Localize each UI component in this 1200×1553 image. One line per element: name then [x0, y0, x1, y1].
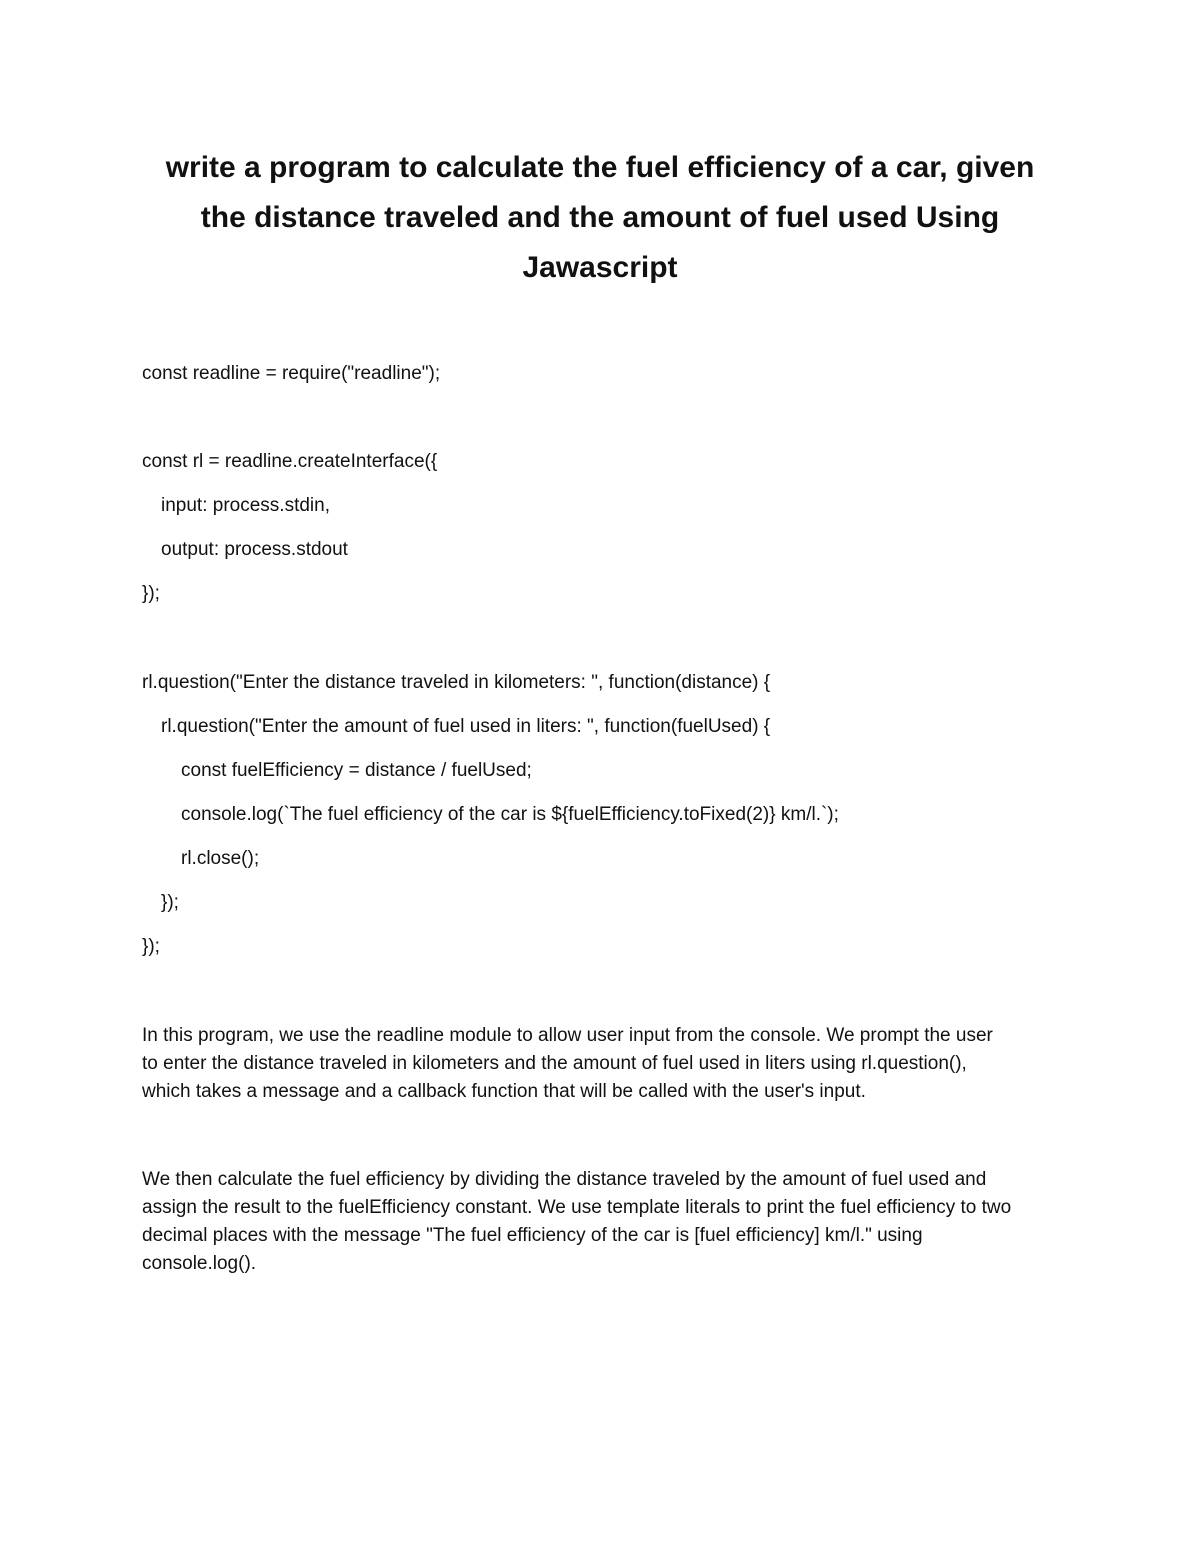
- title-line: the distance traveled and the amount of fuel used Using: [200, 201, 1000, 234]
- title-line: write a program to calculate the fuel efficiency of a car, given: [165, 151, 1035, 184]
- code-line: rl.question("Enter the amount of fuel used in liters: ", function(fuelUsed) {: [161, 716, 771, 737]
- code-line: });: [142, 936, 160, 957]
- code-line: const fuelEfficiency = distance / fuelUsed;: [181, 760, 532, 781]
- code-line: console.log(`The fuel efficiency of the car is ${fuelEfficiency.toFixed(2)} km/l.`);: [181, 804, 839, 825]
- paragraph-line: assign the result to the fuelEfficiency constant. We use template literals to print the fuel efficiency to two: [142, 1197, 1012, 1218]
- paragraph-line: console.log().: [142, 1253, 257, 1274]
- code-line: output: process.stdout: [161, 539, 348, 560]
- paragraph-line: In this program, we use the readline module to allow user input from the console. We prompt the user: [142, 1025, 993, 1046]
- paragraph-line: to enter the distance traveled in kilometers and the amount of fuel used in liters using rl.question(),: [142, 1053, 967, 1074]
- code-line: rl.close();: [181, 848, 260, 869]
- title-line: Jawascript: [522, 251, 678, 284]
- code-line: rl.question("Enter the distance traveled in kilometers: ", function(distance) {: [142, 672, 771, 693]
- document-title: [140, 143, 1060, 293]
- code-line: });: [142, 583, 160, 604]
- code-line: });: [161, 892, 179, 913]
- paragraph-line: which takes a message and a callback function that will be called with the user's input.: [142, 1081, 866, 1102]
- code-line: const rl = readline.createInterface({: [142, 451, 438, 472]
- code-line: const readline = require("readline");: [142, 363, 441, 384]
- paragraph-line: We then calculate the fuel efficiency by dividing the distance traveled by the amount of fuel used and: [142, 1169, 987, 1190]
- paragraph-line: decimal places with the message "The fuel efficiency of the car is [fuel efficiency] km/l." using: [142, 1225, 923, 1246]
- code-line: input: process.stdin,: [161, 495, 330, 516]
